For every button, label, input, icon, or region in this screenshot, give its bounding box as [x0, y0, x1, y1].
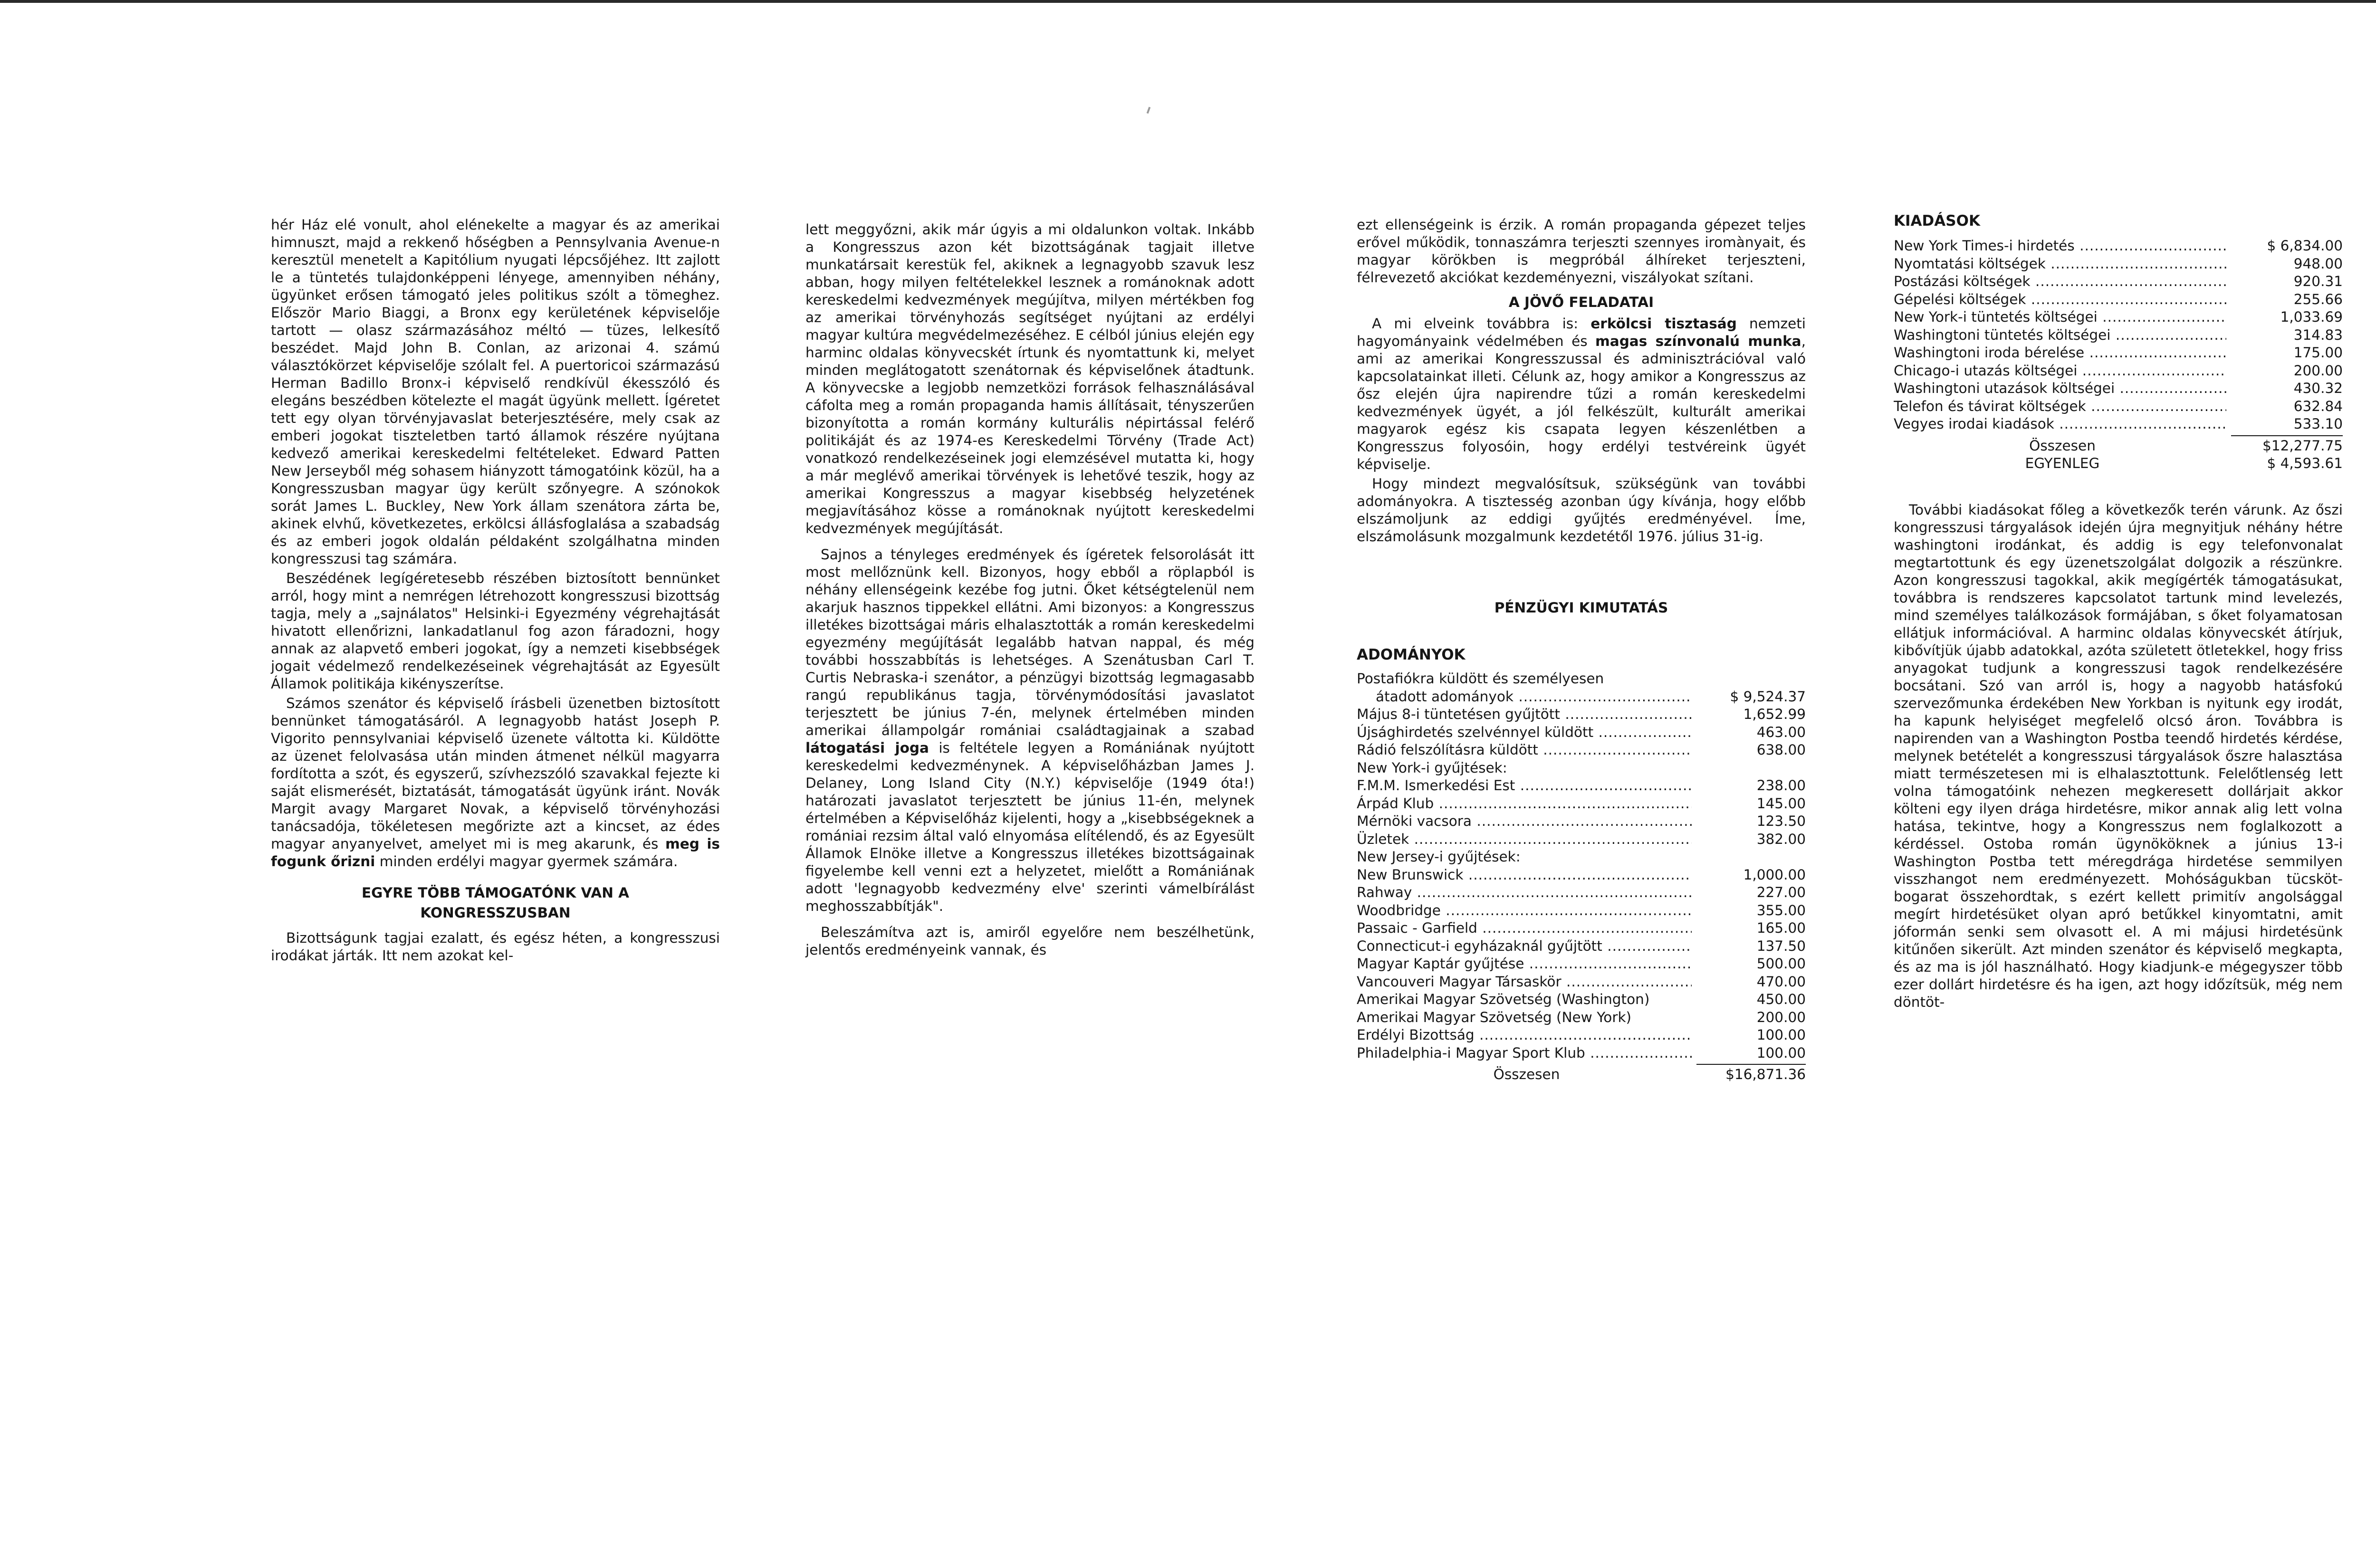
ledger-row-label: Nyomtatási költségek ..... — [1894, 255, 2226, 273]
balance-label: EGYENLEG — [2025, 455, 2100, 471]
column-4 — [1894, 211, 2343, 1011]
ledger-row — [1357, 955, 1806, 973]
ledger-row-label: Postázási költségek ..... — [1894, 273, 2226, 291]
ledger-row-amount: 638.00 — [1756, 742, 1806, 758]
ledger-row-amount: 430.32 — [2293, 380, 2343, 396]
ledger-row-amount: $ 9,524.37 — [1730, 688, 1806, 705]
ledger-row-amount: 1,652.99 — [1743, 706, 1806, 722]
ledger-row — [1894, 344, 2343, 362]
ledger-row-label: Újsághirdetés szelvénnyel küldött ..... — [1357, 724, 1692, 742]
financial-statement-title: PÉNZÜGYI KIMUTATÁS — [1494, 600, 1668, 616]
paragraph: Sajnos a tényleges eredmények és ígéretek felsorolását itt most mellőznünk kell. Bizonyos, hogy ebből a röplapból is néhány ellenségeink kezébe fog jutni. Őket kétségtelenül nem akarjuk hasznos tippekkel ellátni. Ami bizonyos: a Kongresszus illetékes bizottságai máris elhalasztották a román kereskedelmi egyezmény megújítását legalább hatvan nappal, és még további hosszabbítás is lehetséges. A Szenátusban Carl T. Curtis Nebraska-i szenátor, a pénzügyi bizottság legmagasabb rangú republikánus tagja, törvénymódosítási javaslatot terjesztett be június 7-én, melynek értelmében minden amerikai állampolgár romániai családtagjainak a szabad látogatási joga is feltétele legyen a Romániának nyújtott kereskedelmi kedvezménynek. A képviselőházban James J. Delaney, Long Island City (N.Y.) képviselője (1949 óta!) határozati javaslatot terjesztett be június 11-én, melynek értelmében a Képviselőház kijelenti, hogy a „kisebbségeknek a romániai rezsim által való elnyomása elítélendő, és az Egyesült Államok Elnöke illetve a Kongresszus illetékes bizottságainak figyelembe kell venni ezt a helyzetet, mielőtt a Romániának adott 'legnagyobb kedvezmény elve' szerinti vámelbírálást meghosszabbítják". — [805, 546, 1255, 914]
ledger-row-amount: 100.00 — [1756, 1027, 1806, 1043]
ledger-row — [1357, 902, 1806, 920]
ledger-row-label: New Brunswick ..... — [1357, 866, 1692, 884]
ledger-row-amount: 137.50 — [1756, 937, 1806, 954]
ledger-row-amount: 463.00 — [1756, 724, 1806, 740]
ledger-row-amount: 355.00 — [1756, 902, 1806, 918]
ledger-row-label: átadott adományok ..... — [1357, 688, 1692, 706]
donations-heading: ADOMÁNYOK — [1357, 646, 1466, 663]
ledger-row-amount: 238.00 — [1756, 777, 1806, 794]
ledger-row — [1357, 777, 1806, 795]
expenses-heading: KIADÁSOK — [1894, 212, 1980, 229]
ledger-row-label: Mérnöki vacsora ..... — [1357, 813, 1692, 831]
ledger-row-label: Május 8-i tüntetésen gyűjtött ..... — [1357, 706, 1692, 724]
ledger-row-label: Amerikai Magyar Szövetség (Washington) — [1357, 991, 1650, 1007]
donations-ledger — [1357, 670, 1806, 1084]
ledger-row-amount: 314.83 — [2293, 326, 2343, 343]
paragraph: Beszédének legígéretesebb részében biztosított bennünket arról, hogy mint a nemrégen létrehozott kongresszusi bizottság tagja, mely a „sajnálatos" Helsinki-i Egyezmény végrehajtását hivatott ellenőrizni, lankadatlanul fog azon fáradozni, hogy annak az alapvető emberi jogokat, így a nemzeti kisebbségek jogait védelmező rendelkezéseinek végrehajtását az Egyesült Államok politikája kikényszerítse. — [271, 570, 720, 692]
ledger-row-amount: 165.00 — [1756, 920, 1806, 936]
ledger-row — [1894, 362, 2343, 380]
column-1 — [271, 216, 720, 965]
total-amount: $16,871.36 — [1725, 1066, 1806, 1082]
ledger-row — [1357, 706, 1806, 724]
ledger-row — [1894, 415, 2343, 433]
ledger-row-label: New York Times-i hirdetés ..... — [1894, 237, 2226, 255]
ledger-row-label: Washingtoni utazások költségei ..... — [1894, 380, 2226, 398]
ledger-row-label: Woodbridge ..... — [1357, 902, 1692, 920]
paragraph: További kiadásokat főleg a következők terén várunk. Az őszi kongresszusi tárgyalások idején újra megnyitjuk néhány hétre washingtoni irodánkat, és addig is egy telefonvonalat megtartottunk és egy üzenetszolgálat dolgozik a részünkre. Azon kongresszusi tagokkal, akik megígérték támogatásukat, továbbra is rendszeres kapcsolatot tartunk mind levelezés, mind személyes találkozások formájában, s őket folyamatosan ellátjuk információval. A harminc oldalas könyvecskét átírjuk, kibővítjük újabb adatokkal, azóta született ötletekkel, hogy friss anyagokat tudjunk a kongresszusi tagok rendelkezésére bocsátani. Szó van arról is, hogy a nagyobb hatásfokú szervezőmunka érdekében New Yorkban is nyitunk egy irodát, ha kapunk helyiséget megfelelő olcsó áron. Továbbra is napirenden van a Washington Postba teendő hirdetés kérdése, melynek betételét a kongresszusi tárgyalások őszre halasztása miatt természetesen mi is elhalasztottunk. Felelőtlenség lett volna támogatóink nehezen megkeresett dollárjait akkor költeni egy ilyen drága hirdetésre, mikor annak alig lett volna hatása, tekintve, hogy a Kongresszus nem foglalkozott a kérdéssel. Ostoba román ügynököknek a június 13-i Washington Postba tett méregdrága hirdetése semmilyen visszhangot nem eredményezett. Mohóságukban tücsköt-bogarat összehordtak, s ezért kellett primitív angolsággal megírt hirdetésüket olyan apró betűkkel kinyomtatni, amit jóformán senki sem olvasott el. A mi májusi hirdetésünk kitűnően sikerült. Azt minden szenátor és képviselő megkapta, és az ma is jól használható. Hogy kiadjunk-e mégegyszer több ezer dollárt hirdetésre és ha igen, azt hogy időzítsük, még nem döntöt- — [1894, 501, 2343, 1010]
ledger-row — [1357, 884, 1806, 902]
ledger-row-label: Rádió felszólításra küldött ..... — [1357, 741, 1692, 759]
ledger-row-label: Rahway ..... — [1357, 884, 1692, 902]
section-heading: EGYRE TÖBB TÁMOGATÓNK VAN A KONGRESSZUSBAN — [362, 885, 629, 921]
ledger-row-label: Erdélyi Bizottság ..... — [1357, 1026, 1692, 1044]
paragraph: Számos szenátor és képviselő írásbeli üzenetben biztosított bennünket támogatásáról. A legnagyobb hatást Joseph P. Vigorito pennsylvaniai képviselő üzenete váltotta ki. Küldötte az üzenet felolvasása után minden átmenet nélkül magyarra fordította a szót, és egyszerű, szívhezszóló szavakkal fejezte ki saját elismerését, biztatását, támogatását ügyünk iránt. Novák Margit avagy Margaret Novak, a képviselő törvényhozási tanácsadója, tökéletesen megőrizte azt a kincset, az édes magyar anyanyelvet, amelyet mi is meg akarunk, és meg is fogunk őrizni minden erdélyi magyar gyermek számára. — [271, 695, 720, 870]
paragraph: hér Ház elé vonult, ahol elénekelte a magyar és az amerikai himnuszt, majd a rekkenő hőségben a Pennsylvania Avenue-n keresztül menetelt a Kapitólium nyugati lépcsőjéhez. Itt zajlott le a tüntetés tulajdonképpeni lényege, amennyiben néhány, ügyünket erősen támogató jeles politikus szólt a tömeghez. Először Mario Biaggi, a Bronx egy kerületének képviselője tartott — olasz származásához méltó — tüzes, lelkesítő beszédet. Majd John B. Conlan, az arizonai 4. számú választókörzet képviselője szólalt fel. A puertoricoi származású Herman Badillo Bronx-i képviselő rendkívül ékesszóló és elegáns beszédben kötelezte el magát ügyünk mellett. Ígéretet tett egy olyan törvényjavaslat beterjesztésére, mely csak az emberi jogokat tiszteletben tartó államok részére nyújtana kedvező amerikai kereskedelmi feltételeket. Edward Patten New Jerseyből még sohasem hiányzott támogatóink közül, ha a Kongresszusban magyar ügy került szőnyegre. A szónokok sorát James L. Buckley, New York állam szenátora zárta be, akinek elvhű, következetes, erkölcsi állásfoglalása a szabadság és az emberi jogok oldalán példaként szolgálhatna minden kongresszusi tag számára. — [271, 217, 720, 567]
ledger-row-label: Chicago-i utazás költségei ..... — [1894, 362, 2226, 380]
ledger-row — [1894, 398, 2343, 416]
scan-smudge — [1147, 107, 1151, 114]
ledger-row — [1357, 724, 1806, 742]
ledger-row-amount: 533.10 — [2293, 416, 2343, 432]
page-top-rule — [0, 0, 2376, 3]
ledger-row — [1894, 291, 2343, 309]
ledger-row-amount: 450.00 — [1756, 991, 1806, 1007]
ledger-row-amount: 123.50 — [1756, 813, 1806, 829]
ledger-row-label: Washingtoni tüntetés költségei ..... — [1894, 326, 2226, 344]
ledger-row-label: Amerikai Magyar Szövetség (New York) — [1357, 1009, 1632, 1025]
ledger-row-amount: 500.00 — [1756, 956, 1806, 972]
ledger-row — [1894, 380, 2343, 398]
ledger-row-label: Passaic - Garfield ..... — [1357, 919, 1692, 937]
ledger-row-label: Árpád Klub ..... — [1357, 795, 1692, 813]
ledger-row — [1357, 741, 1806, 759]
ledger-row-amount: 200.00 — [1756, 1009, 1806, 1025]
paragraph: lett meggyőzni, akik már úgyis a mi oldalunkon voltak. Inkább a Kongresszus azon két bizottságának tagjait illetve munkatársait kerestük fel, akiknek a legnagyobb szavuk lesz abban, hogy milyen feltételekkel lesznek a románoknak adott kereskedelmi kedvezmények megújítva, milyen mértékben fog az amerikai törvényhozás segítséget nyújtani az erdélyi magyar kultúra megvédelmezéséhez. E célból június elején egy harminc oldalas könyvecskét írtunk és nyomtattunk ki, melyet minden meglátogatott szenátornak és képviselőnek átadtunk. A könyvecske a legjobb nemzetközi források felhasználásával cáfolta meg a román propaganda hamis állításait, tényszerűen bizonyította a román kormány kulturális népirtással felérő politikáját és az 1974-es Kereskedelmi Törvény (Trade Act) vonatkozó rendelkezéseinek jogi elemzésével mutatta ki, hogy a már meglévő amerikai törvények is lehetővé teszik, hogy az amerikai Kongresszus a magyar kisebbség helyzetének megjavításához kösse a románoknak nyújtott kereskedelmi kedvezmények megújítását. — [805, 221, 1255, 536]
ledger-row-label: Washingtoni iroda bérelése ..... — [1894, 344, 2226, 362]
ledger-row — [1357, 1044, 1806, 1062]
ledger-row — [1357, 991, 1806, 1009]
ledger-row-label: F.M.M. Ismerkedési Est ..... — [1357, 777, 1692, 795]
ledger-row-amount: 470.00 — [1756, 973, 1806, 990]
ledger-row-amount: 227.00 — [1756, 884, 1806, 900]
column-3 — [1357, 216, 1806, 1084]
ledger-row-label: Vancouveri Magyar Társaskör ..... — [1357, 973, 1692, 991]
paragraph: Bizottságunk tagjai ezalatt, és egész héten, a kongresszusi irodákat járták. Itt nem azokat kel- — [271, 930, 720, 964]
paragraph: ezt ellenségeink is érzik. A román propaganda gépezet teljes erővel működik, tonnaszámra terjeszti szennyes iromànyait, és magyar körökben is megpróbál álhíreket terjeszteni, félrevezető akciókat kezdeményezni, viszályokat szítani. — [1357, 217, 1806, 286]
ledger-row — [1357, 795, 1806, 813]
ledger-row-label: New York-i tüntetés költségei ..... — [1894, 308, 2226, 326]
ledger-row — [1894, 273, 2343, 291]
ledger-row-amount: 145.00 — [1756, 795, 1806, 812]
paragraph: Hogy mindezt megvalósítsuk, szükségünk van további adományokra. A tisztesség azonban úgy kívánja, hogy előbb elszámoljunk az eddigi gyűjtés eredményével. Íme, elszámolásunk mozgalmunk kezdetétől 1976. július 31-ig. — [1357, 476, 1806, 545]
column-2 — [805, 221, 1255, 959]
ledger-row-label: Gépelési költségek ..... — [1894, 291, 2226, 309]
ledger-row-amount: 382.00 — [1756, 831, 1806, 847]
ny-collections-heading: New York-i gyűjtések: — [1357, 759, 1507, 776]
ledger-row — [1357, 1026, 1806, 1044]
ledger-row-amount: 200.00 — [2293, 362, 2343, 379]
section-heading: A JÖVŐ FELADATAI — [1508, 294, 1654, 310]
ledger-row-amount: 632.84 — [2293, 398, 2343, 414]
ledger-row-amount: 920.31 — [2293, 273, 2343, 289]
ledger-row-amount: $ 6,834.00 — [2267, 238, 2343, 254]
ledger-row-amount: 948.00 — [2293, 255, 2343, 272]
paragraph: Beleszámítva azt is, amiről egyelőre nem beszélhetünk, jelentős eredményeink vannak, és — [805, 924, 1255, 958]
total-amount: $12,277.75 — [2262, 437, 2343, 454]
ledger-row-amount: 255.66 — [2293, 291, 2343, 307]
total-label: Összesen — [2029, 437, 2096, 454]
ledger-row-label: Üzletek ..... — [1357, 831, 1692, 849]
ledger-row-amount: 1,000.00 — [1743, 866, 1806, 883]
ledger-row-amount: 1,033.69 — [2280, 309, 2343, 325]
balance-row — [1894, 455, 2343, 473]
donations-total-row — [1357, 1066, 1806, 1084]
paragraph: A mi elveink továbbra is: erkölcsi tisztaság nemzeti hagyományaink védelmében és magas színvonalú munka, ami az amerikai Kongresszussal és adminisztrációval való kapcsolatainkat illeti. Célunk az, hogy amikor a Kongresszus az ősz elején újra napirendre tűzi a román kereskedelmi kedvezmények ügyét, a jól felkészült, kulturált amerikai magyarok egész kis csapata legyen készenlétben a Kongresszus folyosóin, hogy erdélyi testvéreink ügyét képviselje. — [1357, 316, 1806, 472]
balance-amount: $ 4,593.61 — [2267, 455, 2343, 471]
ledger-row — [1357, 937, 1806, 956]
ledger-row — [1357, 831, 1806, 849]
ledger-row-label: Vegyes irodai kiadások ..... — [1894, 415, 2226, 433]
ledger-row — [1357, 919, 1806, 937]
ledger-row — [1894, 237, 2343, 255]
ledger-row — [1894, 326, 2343, 344]
total-label: Összesen — [1493, 1066, 1560, 1082]
ledger-row-label: Magyar Kaptár gyűjtése ..... — [1357, 955, 1692, 973]
ledger-row — [1357, 866, 1806, 884]
ledger-row — [1357, 813, 1806, 831]
ledger-row-label: Connecticut-i egyházaknál gyűjtött ..... — [1357, 937, 1692, 956]
ledger-row-amount: 175.00 — [2293, 344, 2343, 361]
total-rule — [1696, 1064, 1806, 1065]
expenses-ledger — [1894, 237, 2343, 473]
ledger-row-label: Telefon és távirat költségek ..... — [1894, 398, 2226, 416]
ledger-row — [1357, 1009, 1806, 1027]
donations-intro: Postafiókra küldött és személyesen — [1357, 670, 1604, 687]
nj-collections-heading: New Jersey-i gyűjtések: — [1357, 849, 1521, 865]
total-rule — [2231, 435, 2343, 436]
ledger-row — [1357, 688, 1806, 706]
ledger-row — [1894, 255, 2343, 273]
expenses-total-row — [1894, 437, 2343, 455]
ledger-row-label: Philadelphia-i Magyar Sport Klub ..... — [1357, 1044, 1692, 1062]
ledger-row-amount: 100.00 — [1756, 1044, 1806, 1061]
ledger-row — [1357, 973, 1806, 991]
ledger-row — [1894, 308, 2343, 326]
